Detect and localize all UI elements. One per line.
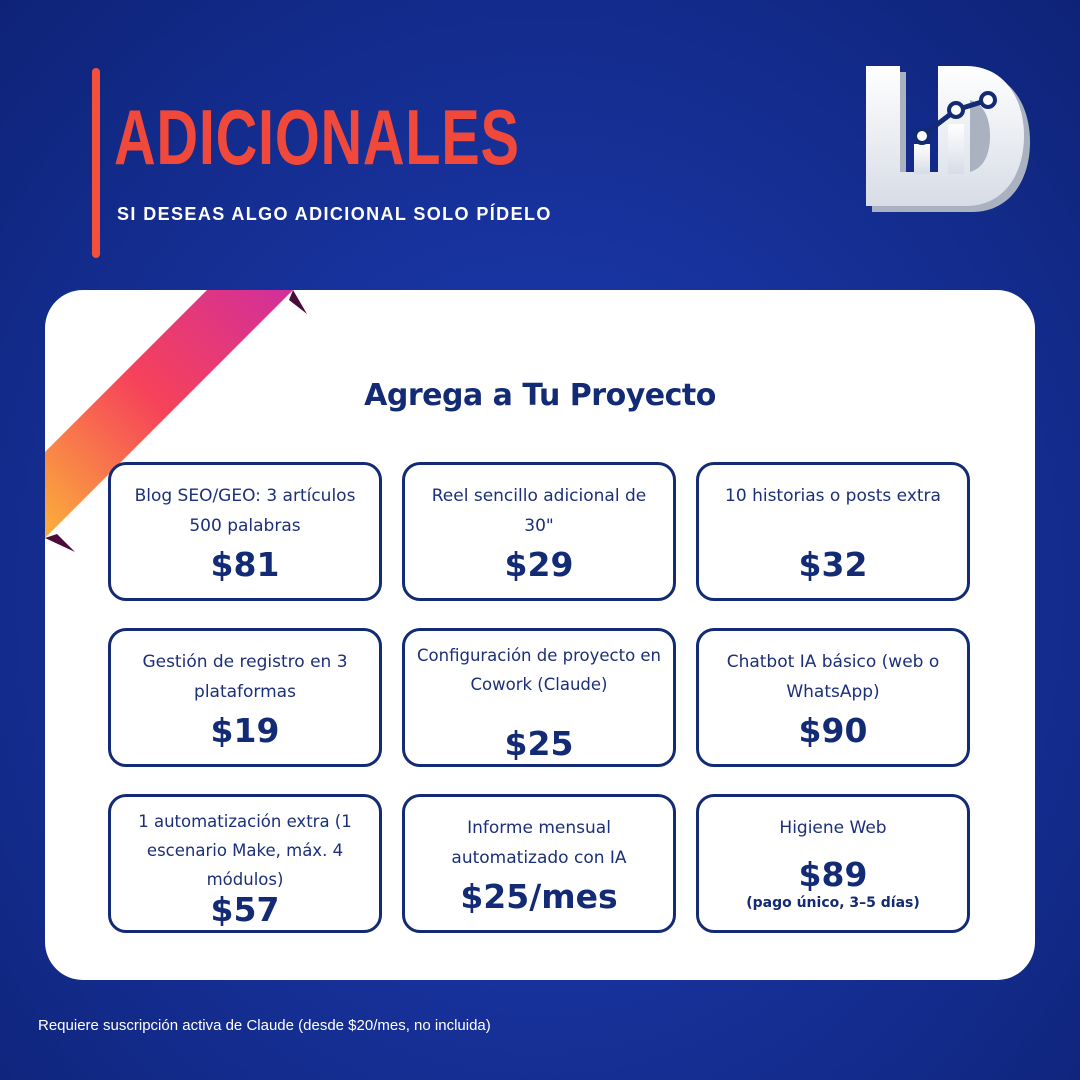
addon-price: $89: [798, 855, 868, 894]
addon-price: $19: [210, 711, 280, 750]
addon-item[interactable]: [108, 794, 382, 933]
addon-item[interactable]: [696, 628, 970, 767]
addon-note: (pago único, 3–5 días): [746, 895, 920, 911]
addon-label: 1 automatización extra (1 escenario Make, máx. 4 módulos): [138, 812, 352, 889]
footer-note: Requiere suscripción activa de Claude (desde $20/mes, no incluida): [38, 1017, 491, 1034]
addon-item[interactable]: [108, 628, 382, 767]
addon-price: $57: [210, 890, 280, 929]
card-heading: Agrega a Tu Proyecto: [364, 378, 716, 413]
addon-item[interactable]: [402, 794, 676, 933]
addon-label: Reel sencillo adicional de 30": [431, 486, 647, 536]
ld-logo-icon: [860, 60, 1036, 220]
addon-price: $32: [798, 545, 868, 584]
addon-label: 10 historias o posts extra: [725, 486, 941, 506]
addon-item[interactable]: [108, 462, 382, 601]
addon-label: Informe mensual automatizado con IA: [451, 818, 627, 868]
addon-price: $25: [504, 724, 574, 763]
title-accent-bar: [92, 68, 100, 258]
addon-item[interactable]: [402, 628, 676, 767]
addon-item[interactable]: [402, 462, 676, 601]
addon-label: Chatbot IA básico (web o WhatsApp): [726, 652, 940, 702]
page-title: ADICIONALES: [114, 93, 520, 181]
addon-item[interactable]: [696, 794, 970, 933]
addon-price: $90: [798, 711, 868, 750]
addons-card: [45, 290, 1035, 980]
addon-label: Higiene Web: [779, 818, 887, 838]
addon-price: $25/mes: [460, 877, 618, 916]
page-subtitle: SI DESEAS ALGO ADICIONAL SOLO PÍDELO: [117, 204, 552, 224]
addon-price: $81: [210, 545, 280, 584]
addon-label: Gestión de registro en 3 plataformas: [142, 652, 348, 702]
addon-label: Configuración de proyecto en Cowork (Claude): [417, 646, 662, 694]
addon-price: $29: [504, 545, 574, 584]
addon-item[interactable]: [696, 462, 970, 601]
addon-label: Blog SEO/GEO: 3 artículos 500 palabras: [134, 486, 356, 536]
addons-grid: [108, 462, 972, 934]
